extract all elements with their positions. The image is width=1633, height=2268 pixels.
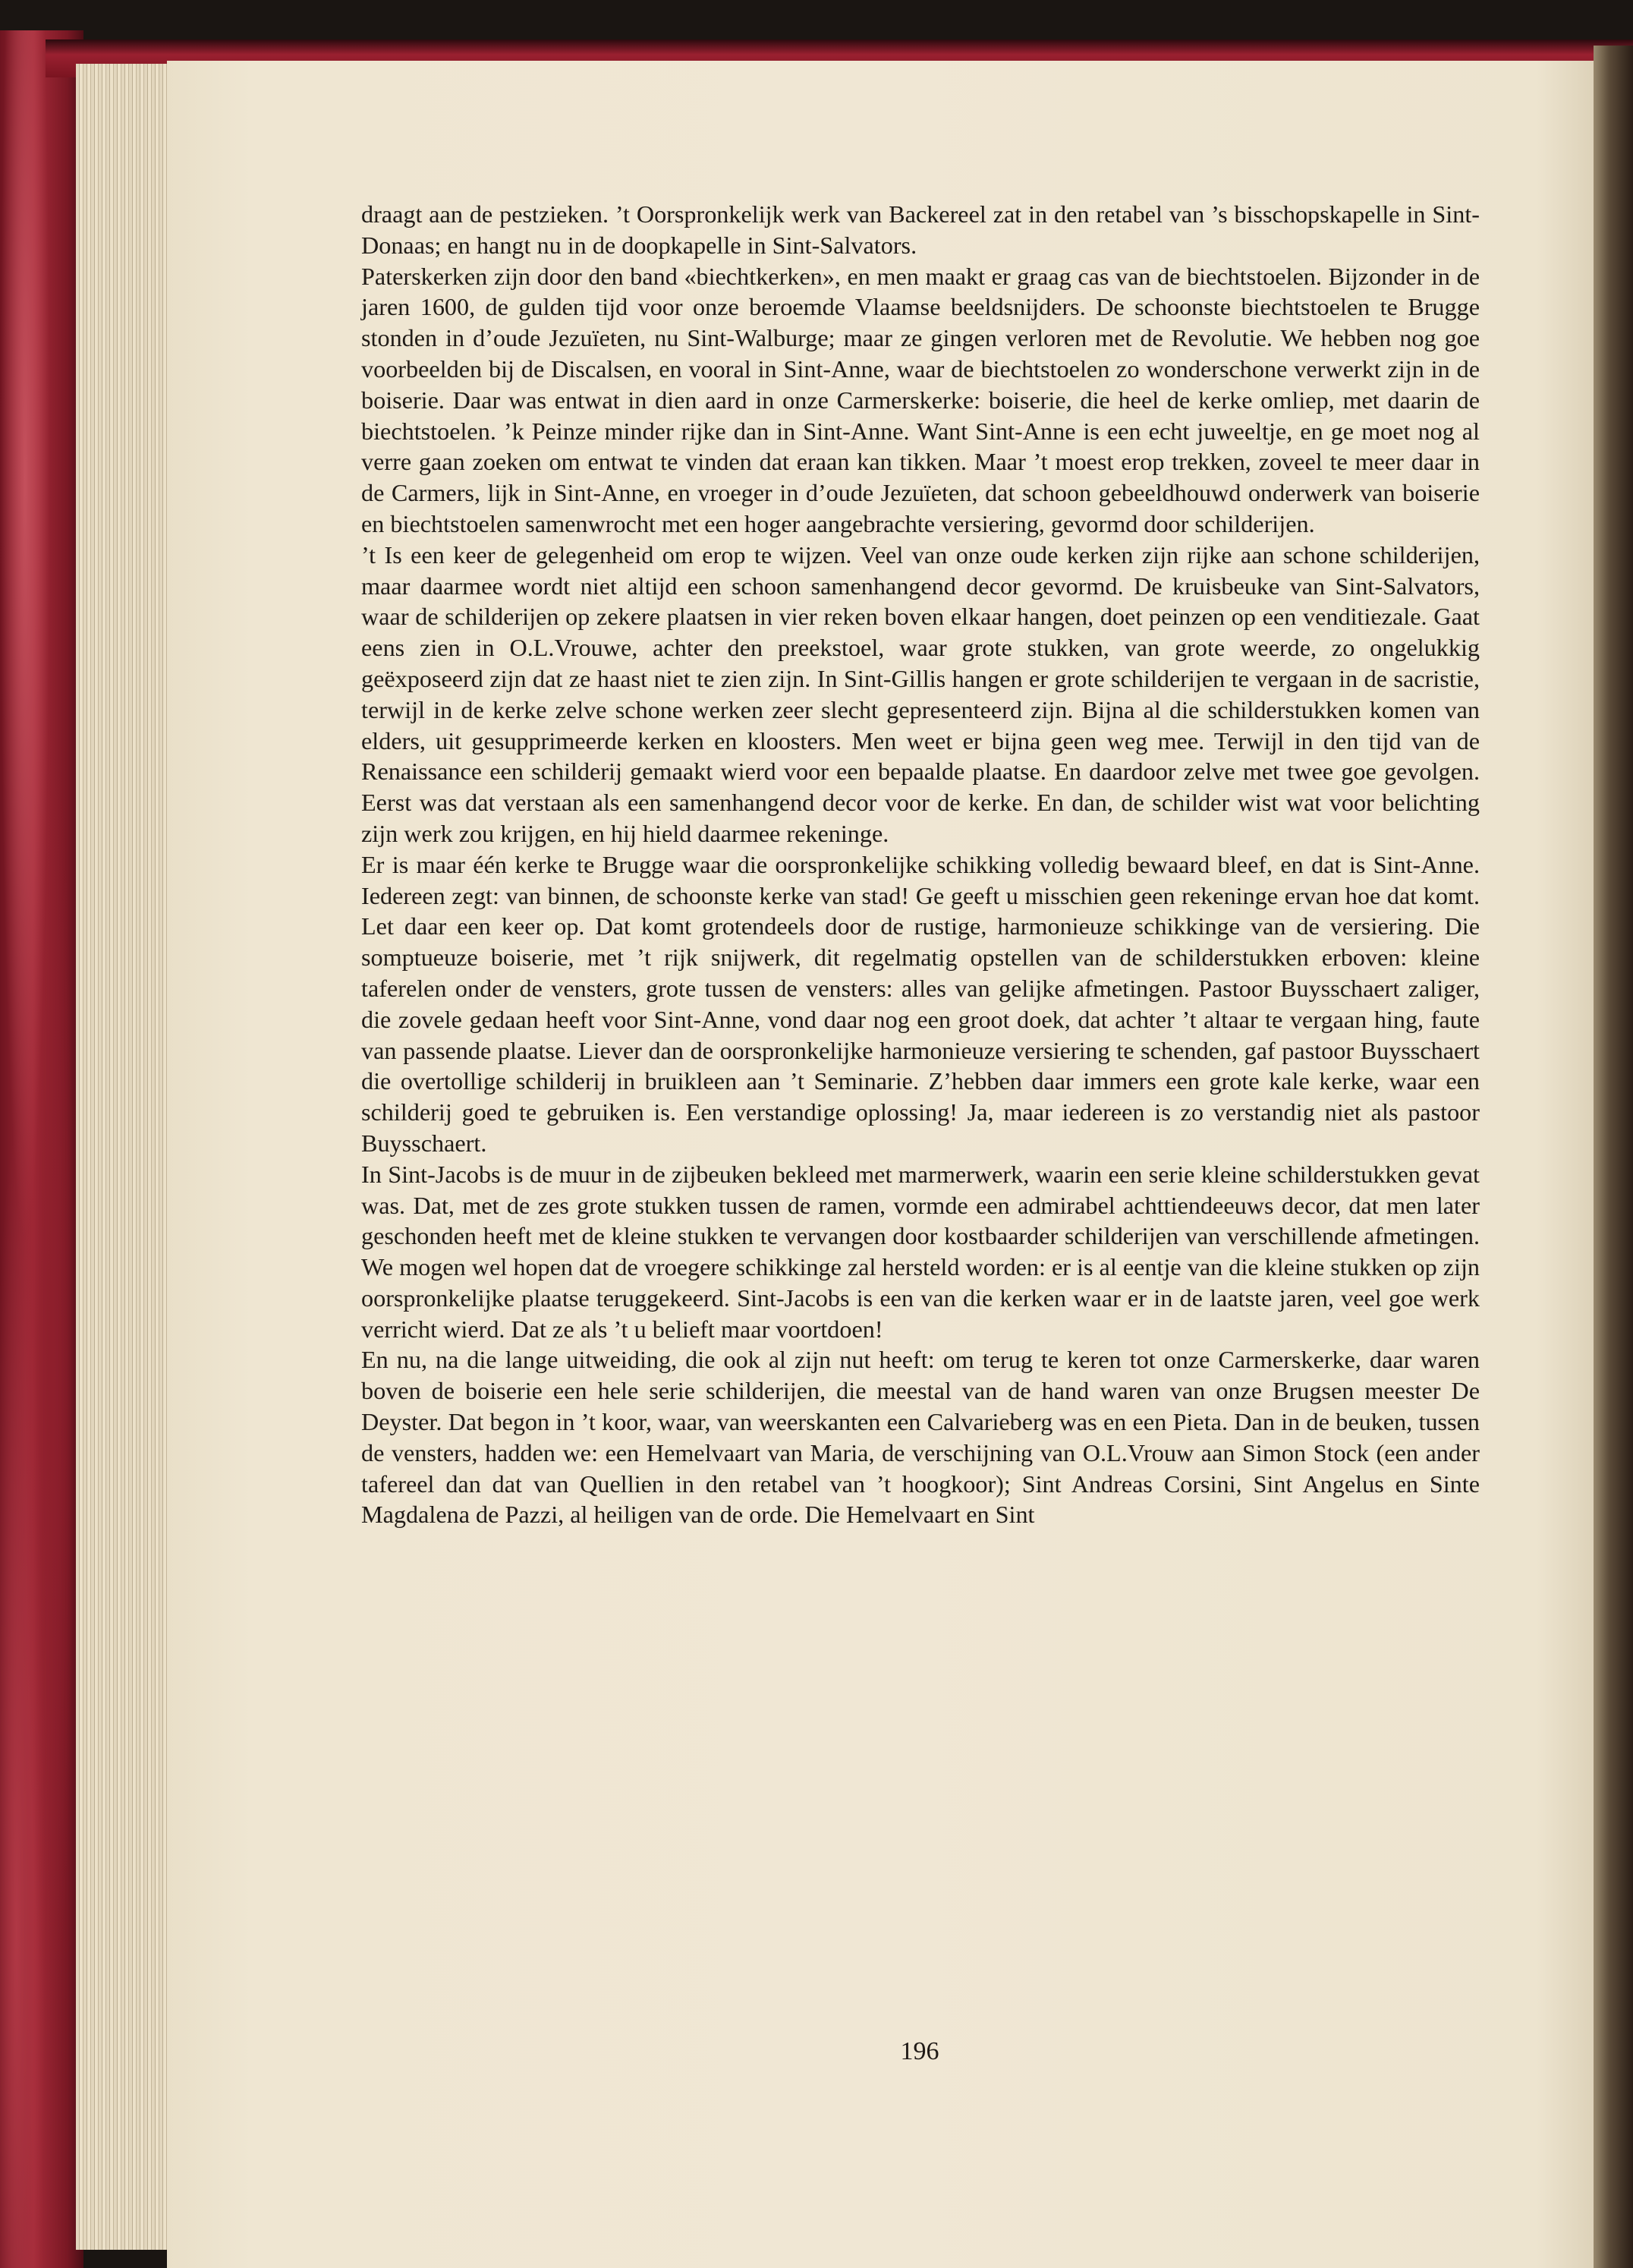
page-number: 196 <box>900 2037 939 2065</box>
page-number-footer <box>0 2037 1633 2066</box>
page-stack-edges <box>76 64 175 2250</box>
paragraph: ’t Is een keer de gelegenheid om erop te wijzen. Veel van onze oude kerken zijn rijke aan schone schilderijen, maar daarmee wordt niet altijd een schoon samenhangend decor gevormd. De kruisbeuke van Sint-Salvators, waar de schilderijen op zekere plaatsen in vier reken boven elkaar hangen, doet peinzen op een venditiezale. Gaat eens zien in O.L.Vrouwe, achter den preekstoel, waar grote stukken, van grote weerde, zo ongelukkig geëxposeerd zijn dat ze haast niet te zien zijn. In Sint-Gillis hangen er grote schilderijen te vergaan in de sacristie, terwijl in de kerke zelve schone werken zeer slecht gepresenteerd zijn. Bijna al die schilderstukken komen van elders, uit gesupprimeerde kerken en kloosters. Men weet er bijna geen weg mee. Terwijl in den tijd van de Renaissance een schilderij gemaakt wierd voor een bepaalde plaatse. En daardoor zelve met twee goe gevolgen. Eerst was dat verstaan als een samenhangend decor voor de kerke. En dan, de schilder wist wat voor belichting zijn werk zou krijgen, en hij hield daarmee rekeninge. <box>361 540 1480 847</box>
paragraph: Paterskerken zijn door den band «biechtkerken», en men maakt er graag cas van de biechtstoelen. Bijzonder in de jaren 1600, de gulden tijd voor onze beroemde Vlaamse beeldsnijders. De schoonste biechtstoelen te Brugge stonden in d’oude Jezuïeten, nu Sint-Walburge; maar ze gingen verloren met de Revolutie. We hebben nog goe voorbeelden bij de Discalsen, en vooral in Sint-Anne, waar de biechtstoelen zo wonderschone verwerkt zijn in de boiserie. Daar was entwat in dien aard in onze Carmerskerke: boiserie, die heel de kerke omliep, met daarin de biechtstoelen. ’k Peinze minder rijke dan in Sint-Anne. Want Sint-Anne is een echt juweeltje, en ge moet nog al verre gaan zoeken om entwat te vinden dat eraan kan tikken. Maar ’t moest erop trekken, zoveel te meer daar in de Carmers, lijk in Sint-Anne, en vroeger in d’oude Jezuïeten, dat schoon gebeeldhouwd onderwerk van boiserie en biechtstoelen samenwrocht met een hoger aangebrachte versiering, gevormd door schilderijen. <box>361 262 1480 537</box>
book-cover-left-edge <box>0 30 83 2268</box>
book-cover-right-edge <box>1594 46 1633 2268</box>
paragraph: Er is maar één kerke te Brugge waar die oorspronkelijke schikking volledig bewaard bleef, en dat is Sint-Anne. Iedereen zegt: van binnen, de schoonste kerke van stad! Ge geeft u misschien geen rekeninge ervan hoe dat komt. Let daar een keer op. Dat komt grotendeels door de rustige, harmonieuze schikkinge van de versiering. Die somptueuze boiserie, met ’t rijk snijwerk, dit regelmatig opstellen van de schilderstukken erboven: kleine taferelen onder de vensters, grote tussen de vensters: alles van gelijke afmetingen. Pastoor Buysschaert zaliger, die zovele gedaan heeft voor Sint-Anne, vond daar nog een groot doek, dat achter ’t altaar te vergaan hing, faute van passende plaatse. Liever dan de oorspronkelijke harmonieuze versiering te schenden, gaf pastoor Buysschaert die overtollige schilderij in bruikleen aan ’t Seminarie. Z’hebben daar immers een grote kale kerke, waar een schilderij goed te gebruiken is. Een verstandige oplossing! Ja, maar iedereen is zo verstandig niet als pastoor Buysschaert. <box>361 850 1480 1157</box>
paragraph: draagt aan de pestzieken. ’t Oorspronkelijk werk van Backereel zat in den retabel van ’s bisschopskapelle in Sint-Donaas; en hangt nu in de doopkapelle in Sint-Salvators. <box>361 200 1480 259</box>
paragraph: En nu, na die lange uitweiding, die ook al zijn nut heeft: om terug te keren tot onze Carmerskerke, daar waren boven de boiserie een hele serie schilderijen, die meestal van de hand waren van onze Brugsen meester De Deyster. Dat begon in ’t koor, waar, van weerskanten een Calvarieberg was en een Pieta. Dan in de beuken, tussen de vensters, hadden we: een Hemelvaart van Maria, de verschijning van O.L.Vrouw aan Simon Stock (een ander tafereel dan dat van Quellien in den retabel van ’t hoogkoor); Sint Andreas Corsini, Sint Angelus en Sinte Magdalena de Pazzi, al heiligen van de orde. Die Hemelvaart en Sint <box>361 1346 1480 1529</box>
body-text <box>361 199 1480 1530</box>
paragraph: In Sint-Jacobs is de muur in de zijbeuken bekleed met marmerwerk, waarin een serie kleine schilderstukken gevat was. Dat, met de zes grote stukken tussen de ramen, vormde een admirabel achttiendeeuws decor, dat men later geschonden heeft met de kleine stukken te vervangen door kostbaarder schilderijen van verschillende afmetingen. We mogen wel hopen dat de vroegere schikkinge zal hersteld worden: er is al eentje van die kleine stukken op zijn oorspronkelijke plaatse teruggekeerd. Sint-Jacobs is een van die kerken waar er in de laatste jaren, veel goe werk verricht wierd. Dat ze als ’t u belieft maar voortdoen! <box>361 1160 1480 1343</box>
